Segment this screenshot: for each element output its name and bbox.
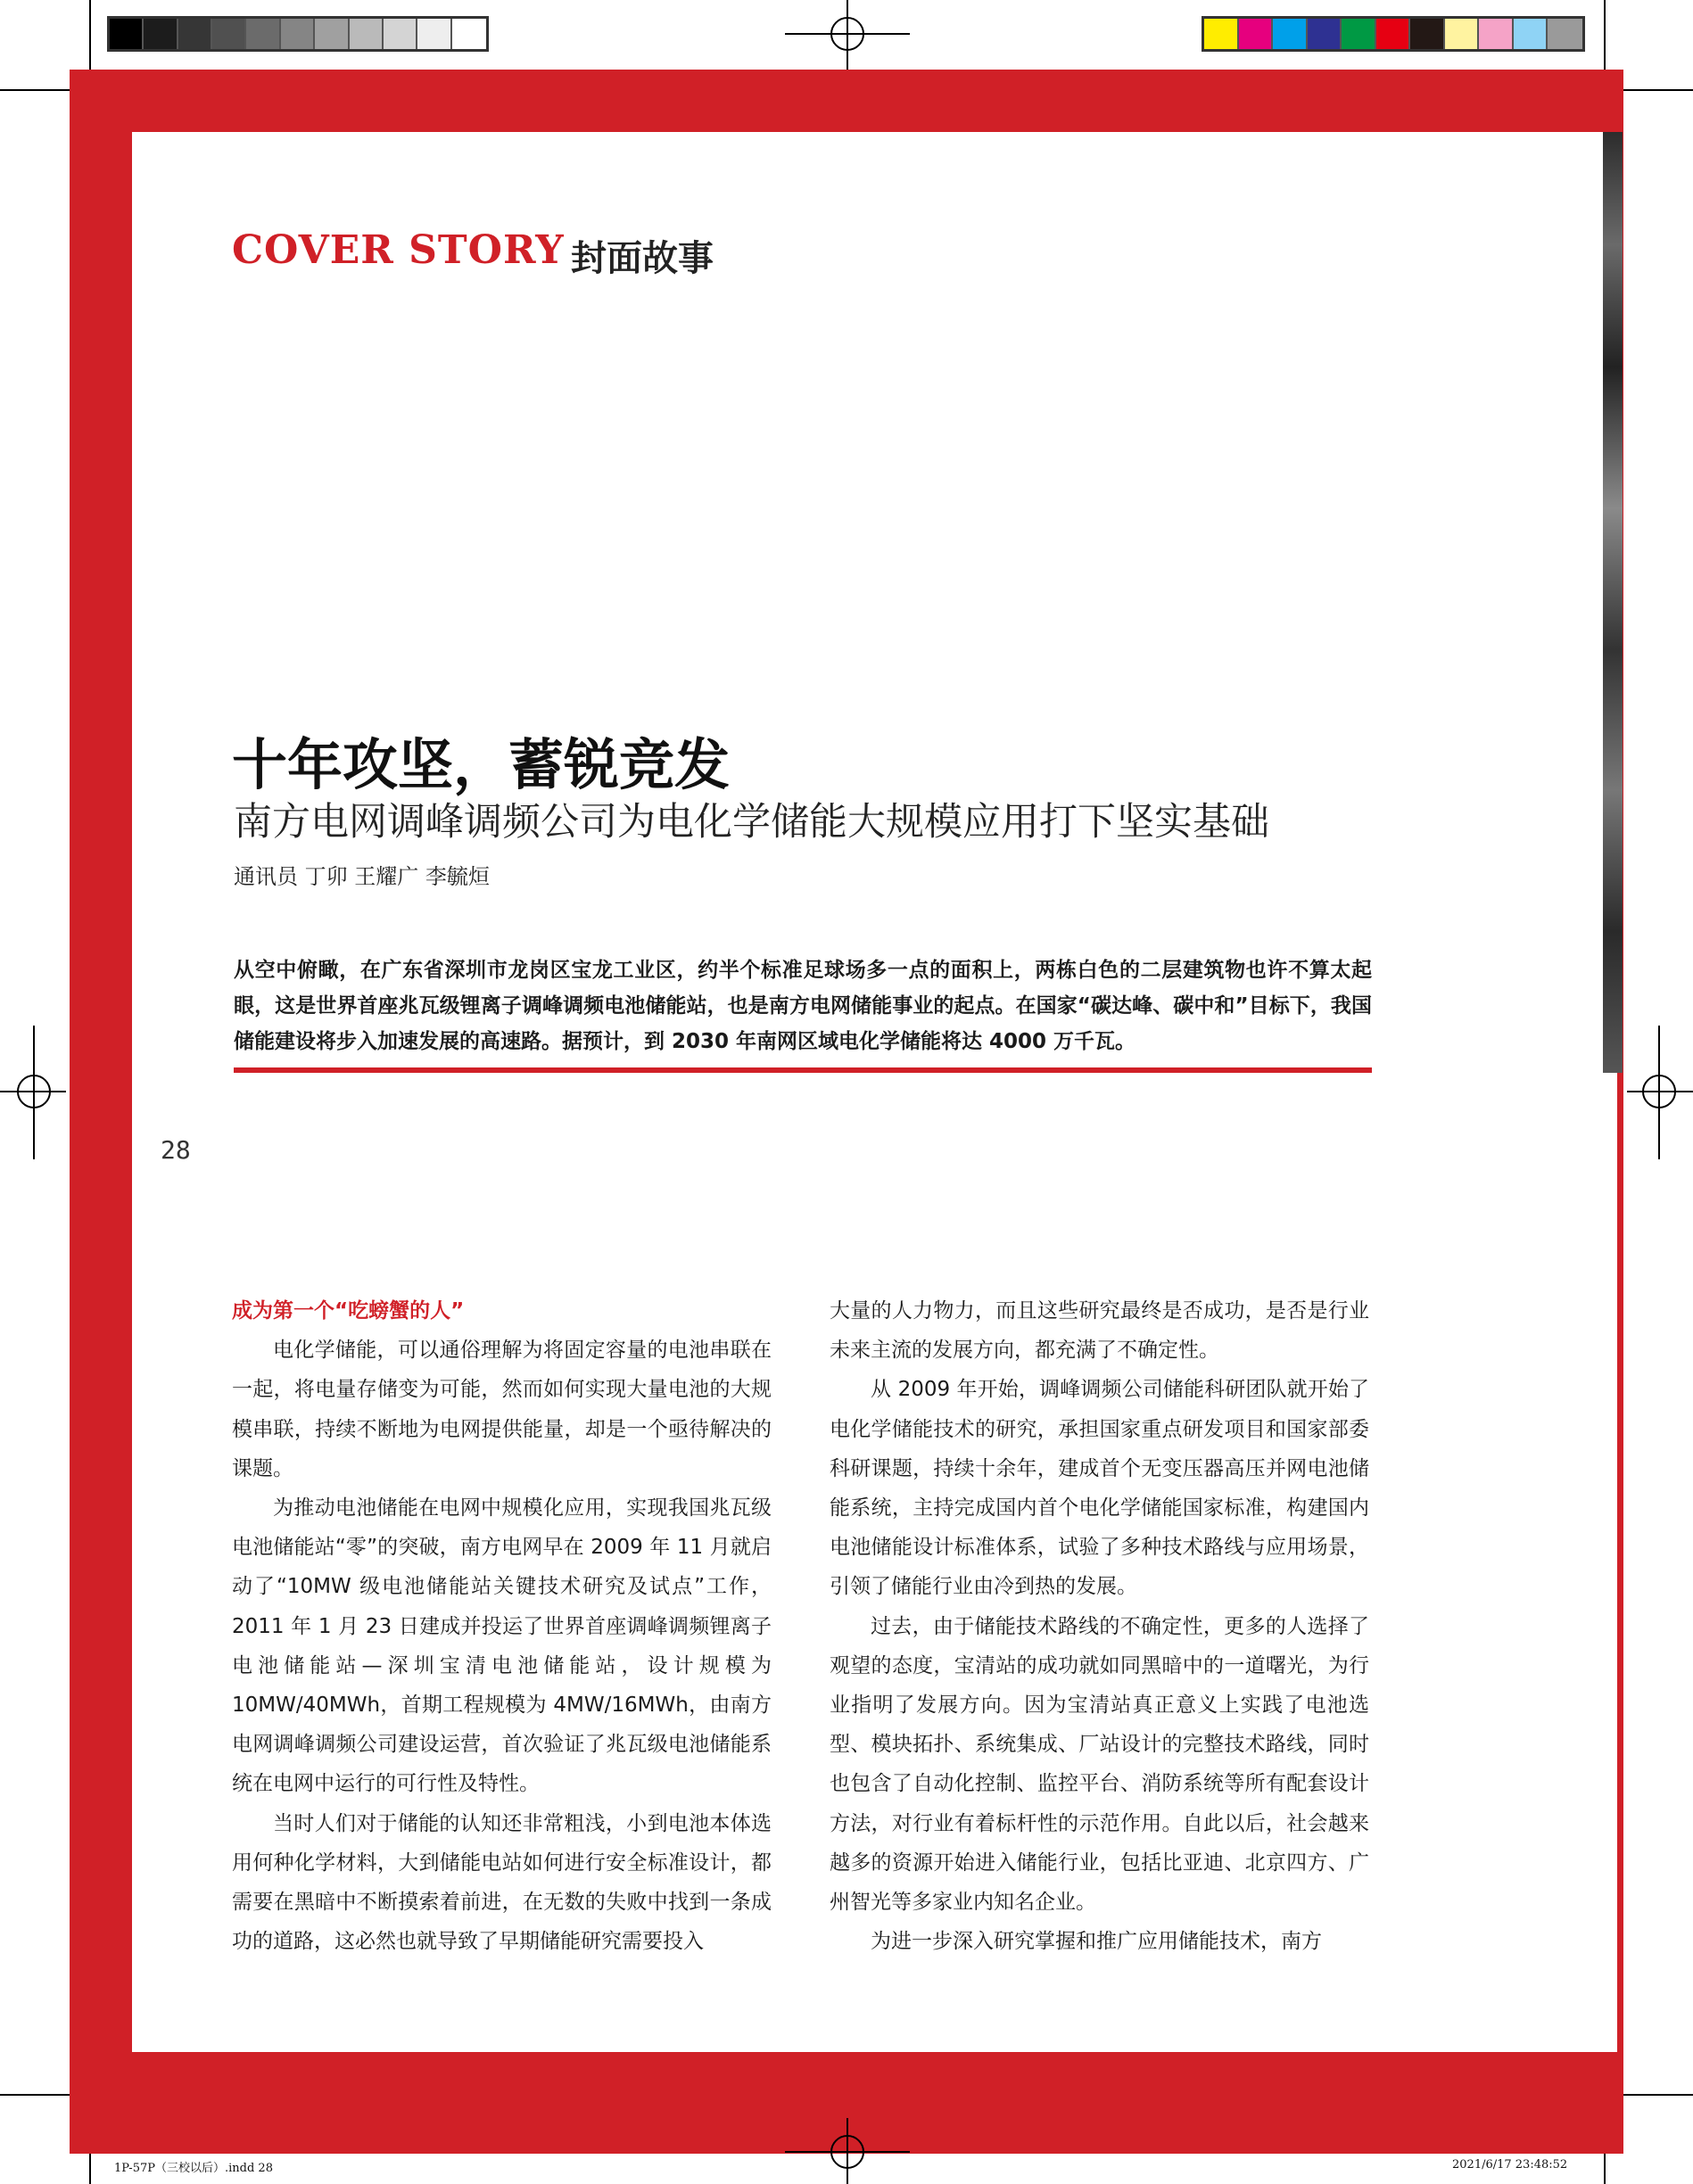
color-swatch <box>384 19 417 49</box>
registration-circle-icon <box>830 17 864 51</box>
color-swatch <box>1204 19 1239 49</box>
registration-circle-icon <box>1642 1075 1676 1108</box>
section-label-english: COVER STORY <box>232 227 565 273</box>
color-swatch <box>144 19 178 49</box>
print-slug-timestamp: 2021/6/17 23:48:52 <box>1452 2158 1568 2172</box>
body-paragraph: 为推动电池储能在电网中规模化应用，实现我国兆瓦级电池储能站“零”的突破，南方电网早在 2009 年 11 月就启动了“10MW 级电池储能站关键技术研究及试点”工作，2011 年 1 月 23 日建成并投运了世界首座调峰调频锂离子电池储能站—深圳宝清电池储能站，设计规模为 10MW/40MWh，首期工程规模为 4MW/16MWh，由南方电网调峰调频公司建设运营，首次验证了兆瓦级电池储能系统在电网中运行的可行性及特性。 <box>232 1496 772 1796</box>
body-paragraph: 大量的人力物力，而且这些研究最终是否成功，是否是行业未来主流的发展方向，都充满了不确定性。 <box>830 1299 1369 1363</box>
body-paragraph: 电化学储能，可以通俗理解为将固定容量的电池串联在一起，将电量存储变为可能，然而如何实现大量电池的大规模串联，持续不断地为电网提供能量，却是一个亟待解决的课题。 <box>232 1339 772 1480</box>
article-headline: 十年攻坚，蓄锐竞发 <box>232 732 731 797</box>
color-swatch <box>350 19 384 49</box>
article-byline: 通讯员 丁卯 王耀广 李毓烜 <box>234 864 490 889</box>
color-swatch <box>452 19 486 49</box>
registration-circle-icon <box>17 1075 51 1108</box>
color-swatch <box>212 19 246 49</box>
crop-mark <box>1604 2154 1606 2184</box>
section-label-chinese: 封面故事 <box>571 238 714 279</box>
body-paragraph: 从 2009 年开始，调峰调频公司储能科研团队就开始了电化学储能技术的研究，承担国家重点研发项目和国家部委科研课题，持续十余年，建成首个无变压器高压并网电池储能系统，主持完成国内首个电化学储能国家标准，构建国内电池储能设计标准体系，试验了多种技术路线与应用场景，引领了储能行业由冷到热的发展。 <box>830 1378 1369 1599</box>
body-paragraph: 当时人们对于储能的认知还非常粗浅，小到电池本体选用何种化学材料，大到储能电站如何进行安全标准设计，都需要在黑暗中不断摸索着前进，在无数的失败中找到一条成功的道路，这必然也就导致了早期储能研究需要投入 <box>232 1811 772 1954</box>
article-subheadline: 南方电网调峰调频公司为电化学储能大规模应用打下坚实基础 <box>234 800 1269 845</box>
color-swatch <box>1376 19 1411 49</box>
color-swatch <box>1514 19 1548 49</box>
page-number: 28 <box>161 1135 191 1165</box>
color-swatch <box>1548 19 1582 49</box>
color-swatch <box>110 19 144 49</box>
lead-divider-rule <box>234 1067 1372 1073</box>
body-paragraph: 为进一步深入研究掌握和推广应用储能技术，南方 <box>871 1930 1322 1954</box>
cover-photo-edge <box>1603 132 1623 1073</box>
article-column-left <box>232 1291 772 1961</box>
registration-circle-icon <box>830 2135 864 2169</box>
cmyk-color-bar <box>1202 16 1585 52</box>
color-swatch <box>417 19 451 49</box>
crop-mark <box>1604 0 1606 70</box>
color-swatch <box>1342 19 1376 49</box>
crop-mark <box>1623 2094 1693 2096</box>
print-slug-filename: 1P-57P（三校以后）.indd 28 <box>114 2162 273 2175</box>
color-swatch <box>1273 19 1308 49</box>
color-swatch <box>315 19 349 49</box>
grayscale-color-bar <box>107 16 489 52</box>
section-heading: 成为第一个“吃螃蟹的人” <box>232 1299 465 1323</box>
color-swatch <box>1239 19 1274 49</box>
article-column-right <box>830 1291 1369 1961</box>
color-swatch <box>1445 19 1480 49</box>
body-paragraph: 过去，由于储能技术路线的不确定性，更多的人选择了观望的态度，宝清站的成功就如同黑暗中的一道曙光，为行业指明了发展方向。因为宝清站真正意义上实践了电池选型、模块拓扑、系统集成、厂站设计的完整技术路线，同时也包含了自动化控制、监控平台、消防系统等所有配套设计方法，对行业有着标杆性的示范作用。自此以后，社会越来越多的资源开始进入储能行业，包括比亚迪、北京四方、广州智光等多家业内知名企业。 <box>830 1614 1369 1915</box>
article-lead-paragraph: 从空中俯瞰，在广东省深圳市龙岗区宝龙工业区，约半个标准足球场多一点的面积上，两栋白色的二层建筑物也许不算太起眼，这是世界首座兆瓦级锂离子调峰调频电池储能站，也是南方电网储能事业的起点。在国家“碳达峰、碳中和”目标下，我国储能建设将步入加速发展的高速路。据预计，到 2030 年南网区域电化学储能将达 4000 万千瓦。 <box>234 959 1372 1053</box>
crop-mark <box>89 0 91 70</box>
crop-mark <box>89 2154 91 2184</box>
color-swatch <box>178 19 212 49</box>
crop-mark <box>0 2094 70 2096</box>
crop-mark <box>1623 89 1693 91</box>
crop-mark <box>0 89 70 91</box>
color-swatch <box>281 19 315 49</box>
color-swatch <box>246 19 280 49</box>
color-swatch <box>1410 19 1445 49</box>
color-swatch <box>1479 19 1514 49</box>
color-swatch <box>1308 19 1342 49</box>
